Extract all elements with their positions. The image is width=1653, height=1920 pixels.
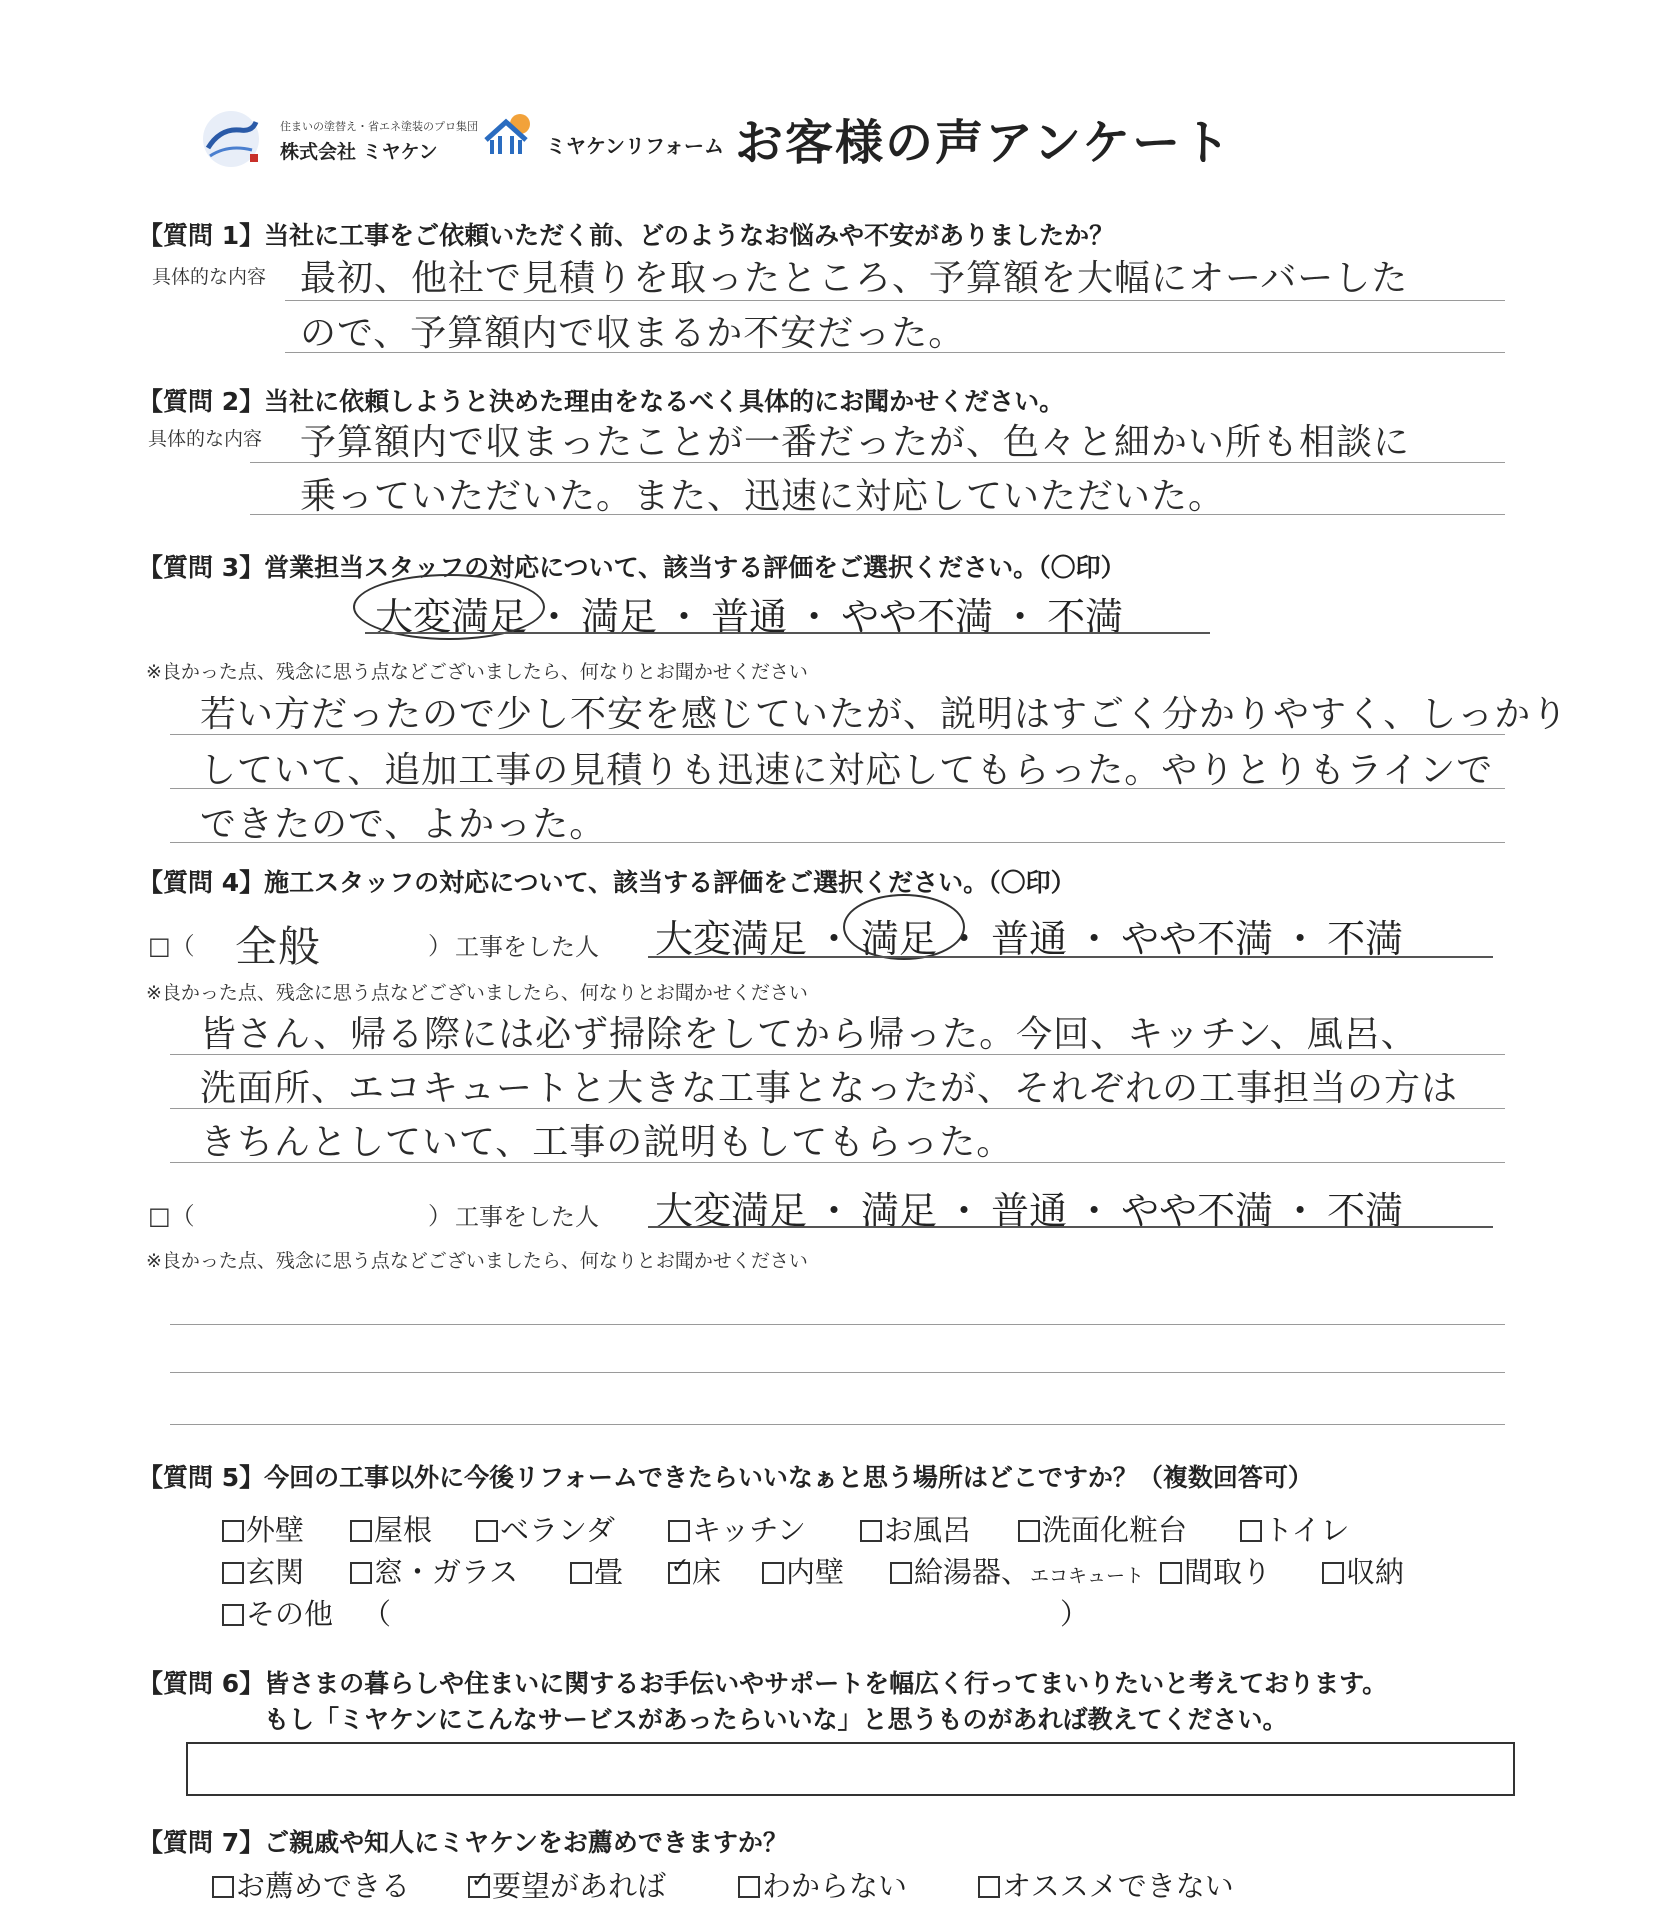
q3-selected-circle (353, 574, 545, 640)
q4-entry2-comment-note: ※良かった点、残念に思う点などございましたら、何なりとお聞かせください (146, 1250, 808, 1272)
q4-entry2-separator: ・ (945, 1189, 984, 1233)
q4-entry1-separator: ・ (1075, 917, 1114, 961)
check-mark-icon: ✓ (671, 1554, 690, 1579)
checkbox[interactable] (212, 1876, 234, 1898)
checkbox[interactable] (350, 1520, 372, 1542)
q2-answer-line-2: 乗っていただいた。また、迅速に対応していただいた。 (300, 476, 1226, 517)
q4-entry2-option-dissatisfied[interactable]: 不満 (1327, 1189, 1404, 1233)
q1-answer-line-1: 最初、他社で見積りを取ったところ、予算額を大幅にオーバーした (300, 258, 1409, 299)
q7-option-recommend[interactable]: お薦めできる (212, 1864, 410, 1905)
check-mark-icon: ✓ (471, 1868, 490, 1893)
q4-entry2-rule-1 (170, 1324, 1505, 1325)
q4-entry1-option-satisfied[interactable]: 満足 (861, 908, 937, 963)
q4-entry1-work[interactable]: 全般 (235, 922, 322, 971)
question-2: 【質問 2】当社に依頼しようと決めた理由をなるべく具体的にお聞かせください。 (138, 387, 1065, 416)
question-6-line-2: もし「ミヤケンにこんなサービスがあったらいいな」と思うものがあれば教えてください。 (264, 1705, 1288, 1734)
q2-rule-2 (250, 514, 1505, 515)
checkbox[interactable] (860, 1520, 882, 1542)
checkbox[interactable] (890, 1562, 912, 1584)
q2-detail-label: 具体的な内容 (148, 428, 263, 450)
q4-entry1-selected-circle (843, 894, 965, 960)
question-7: 【質問 7】ご親戚や知人にミヤケンをお薦めできますか？ (138, 1828, 788, 1857)
q2-answer-line-1: 予算額内で収まったことが一番だったが、色々と細かい所も相談に (300, 422, 1411, 463)
q5-option-floor[interactable]: ✓ 床 (668, 1550, 721, 1591)
q3-separator: ・ (535, 595, 574, 639)
q5-option-storage[interactable]: 収納 (1322, 1550, 1404, 1591)
q4-entry1-option-somewhat-dissatisfied[interactable]: やや不満 (1121, 917, 1274, 961)
q4-entry2-option-very-satisfied[interactable]: 大変満足 (655, 1189, 808, 1233)
company-name: 株式会社 ミヤケン (280, 141, 438, 163)
q1-answer-line-2: ので、予算額内で収まるか不安だった。 (300, 313, 966, 354)
q4-entry1-rule-3 (170, 1162, 1505, 1163)
q4-entry1-rating-scale (655, 908, 1403, 963)
q5-option-roof[interactable]: 屋根 (350, 1508, 432, 1549)
q3-rule-2 (170, 788, 1505, 789)
q5-option-interior-wall[interactable]: 内壁 (762, 1550, 844, 1591)
q5-option-other[interactable]: その他 (222, 1592, 333, 1633)
q4-entry1-rule-2 (170, 1108, 1505, 1109)
q3-option-dissatisfied[interactable]: 不満 (1047, 595, 1124, 639)
question-4: 【質問 4】施工スタッフの対応について、該当する評価をご選択ください。（〇印） (138, 868, 1076, 897)
q3-option-satisfied[interactable]: 満足 (581, 595, 658, 639)
q3-answer-line-3: できたので、よかった。 (200, 804, 607, 845)
checkbox-checked[interactable] (668, 1554, 690, 1584)
reform-brand: ミヤケンリフォーム (546, 134, 724, 158)
question-1: 【質問 1】当社に工事をご依頼いただく前、どのようなお悩みや不安がありましたか？ (138, 221, 1115, 250)
q2-rule-1 (250, 462, 1505, 463)
q4-entry1-separator: ・ (945, 917, 984, 961)
q5-option-entrance[interactable]: 玄関 (222, 1550, 304, 1591)
q4-entry2-option-normal[interactable]: 普通 (991, 1189, 1068, 1233)
q5-option-exterior-wall[interactable]: 外壁 (222, 1508, 304, 1549)
q5-option-kitchen[interactable]: キッチン (668, 1508, 806, 1549)
q6-answer-box[interactable] (186, 1742, 1515, 1796)
checkbox-checked[interactable] (468, 1868, 490, 1898)
question-6-line-1: 【質問 6】皆さまの暮らしや住まいに関するお手伝いやサポートを幅広く行ってまいりたいと考えております。 (138, 1669, 1388, 1698)
checkbox[interactable] (222, 1562, 244, 1584)
q4-entry1-rating-underline (648, 956, 1493, 958)
q4-entry2-option-satisfied[interactable]: 満足 (861, 1189, 938, 1233)
q3-rule-3 (170, 842, 1505, 843)
q4-entry1-separator: ・ (1281, 917, 1320, 961)
q5-option-veranda[interactable]: ベランダ (476, 1508, 615, 1549)
q3-option-somewhat-dissatisfied[interactable]: やや不満 (841, 595, 994, 639)
q4-entry1-rule-1 (170, 1054, 1505, 1055)
checkbox[interactable] (668, 1520, 690, 1542)
q4-entry2-rule-3 (170, 1424, 1505, 1425)
q3-rating-underline (365, 632, 1210, 634)
checkbox[interactable] (738, 1876, 760, 1898)
q7-option-dont-know[interactable]: わからない (738, 1864, 907, 1905)
q4-entry1-option-very-satisfied[interactable]: 大変満足 (655, 917, 808, 961)
q1-rule-2 (285, 352, 1505, 353)
q5-option-tatami[interactable]: 畳 (570, 1550, 623, 1591)
question-5: 【質問 5】今回の工事以外に今後リフォームできたらいいなぁと思う場所はどこですか？（複数回答可） (138, 1463, 1313, 1492)
checkbox[interactable] (350, 1562, 372, 1584)
nurishokunin-logo (200, 108, 262, 170)
miyaken-reform-logo (482, 110, 542, 158)
q4-entry2-separator: ・ (1281, 1189, 1320, 1233)
q4-entry2-separator: ・ (1075, 1189, 1114, 1233)
q4-entry2-separator: ・ (815, 1189, 854, 1233)
q4-entry1-close-paren: ） (428, 932, 452, 960)
q3-option-very-satisfied[interactable]: 大変満足 (375, 586, 527, 641)
q4-entry1-open-paren: □（ (148, 932, 195, 960)
q4-entry2-close-paren: ） (428, 1202, 452, 1230)
company-block (280, 118, 478, 164)
q3-answer-line-1: 若い方だったので少し不安を感じていたが、説明はすごく分かりやすく、しっかり (200, 694, 1569, 735)
q3-separator: ・ (1001, 595, 1040, 639)
checkbox[interactable] (1240, 1520, 1262, 1542)
q4-entry2-rating-underline (648, 1226, 1493, 1228)
q4-entry1-separator: ・ (815, 917, 854, 961)
q4-entry2-rule-2 (170, 1372, 1505, 1373)
q3-answer-line-2: していて、追加工事の見積りも迅速に対応してもらった。やりとりもラインで (200, 750, 1494, 791)
q1-rule-1 (285, 300, 1505, 301)
q4-entry2-open-paren: □（ (148, 1202, 195, 1230)
q4-entry1-answer-line-3: きちんとしていて、工事の説明もしてもらった。 (200, 1122, 1014, 1163)
q4-entry1-answer-line-2: 洗面所、エコキュートと大きな工事となったが、それぞれの工事担当の方は (200, 1068, 1459, 1109)
q1-detail-label: 具体的な内容 (152, 266, 267, 288)
checkbox[interactable] (1322, 1562, 1344, 1584)
q5-option-window-glass[interactable]: 窓・ガラス (350, 1550, 518, 1591)
q5-other-close-paren: ） (1060, 1597, 1090, 1631)
checkbox[interactable] (762, 1562, 784, 1584)
q3-rule-1 (170, 734, 1505, 735)
q4-entry1-answer-line-1: 皆さん、帰る際には必ず掃除をしてから帰った。今回、キッチン、風呂、 (200, 1014, 1418, 1055)
q4-entry2-worker-label: 工事をした人 (455, 1203, 599, 1231)
q3-comment-note: ※良かった点、残念に思う点などございましたら、何なりとお聞かせください (146, 661, 808, 683)
checkbox[interactable] (1018, 1520, 1040, 1542)
checkbox[interactable] (222, 1520, 244, 1542)
company-tagline: 住まいの塗替え・省エネ塗装のプロ集団 (280, 120, 478, 133)
q4-entry1-worker-label: 工事をした人 (455, 933, 599, 961)
q5-option-bath[interactable]: お風呂 (860, 1508, 971, 1549)
checkbox[interactable] (978, 1876, 1000, 1898)
question-3: 【質問 3】営業担当スタッフの対応について、該当する評価をご選択ください。（〇印） (138, 553, 1126, 582)
q4-entry1-option-dissatisfied[interactable]: 不満 (1327, 917, 1404, 961)
q7-option-if-requested[interactable]: ✓ 要望があれば (468, 1864, 666, 1905)
checkbox[interactable] (476, 1520, 498, 1542)
q5-option-layout[interactable]: 間取り (1160, 1550, 1271, 1591)
q5-other-open-paren: （ (362, 1597, 392, 1631)
page-title: お客様の声アンケート (735, 115, 1233, 171)
q3-separator: ・ (665, 595, 704, 639)
checkbox[interactable] (222, 1604, 244, 1626)
q4-entry1-option-normal[interactable]: 普通 (991, 917, 1068, 961)
q5-ecocute-label: エコキュート (1030, 1565, 1145, 1587)
checkbox[interactable] (570, 1562, 592, 1584)
q5-option-toilet[interactable]: トイレ (1240, 1508, 1350, 1549)
q5-option-vanity[interactable]: 洗面化粧台 (1018, 1508, 1187, 1549)
q5-option-water-heater[interactable]: 給湯器、エコキュート (890, 1550, 1144, 1591)
q3-separator: ・ (795, 595, 834, 639)
checkbox[interactable] (1160, 1562, 1182, 1584)
q7-option-not-recommend[interactable]: オススメできない (978, 1864, 1234, 1905)
q3-option-normal[interactable]: 普通 (711, 595, 788, 639)
q4-entry2-option-somewhat-dissatisfied[interactable]: やや不満 (1121, 1189, 1274, 1233)
q4-entry1-comment-note: ※良かった点、残念に思う点などございましたら、何なりとお聞かせください (146, 982, 808, 1004)
